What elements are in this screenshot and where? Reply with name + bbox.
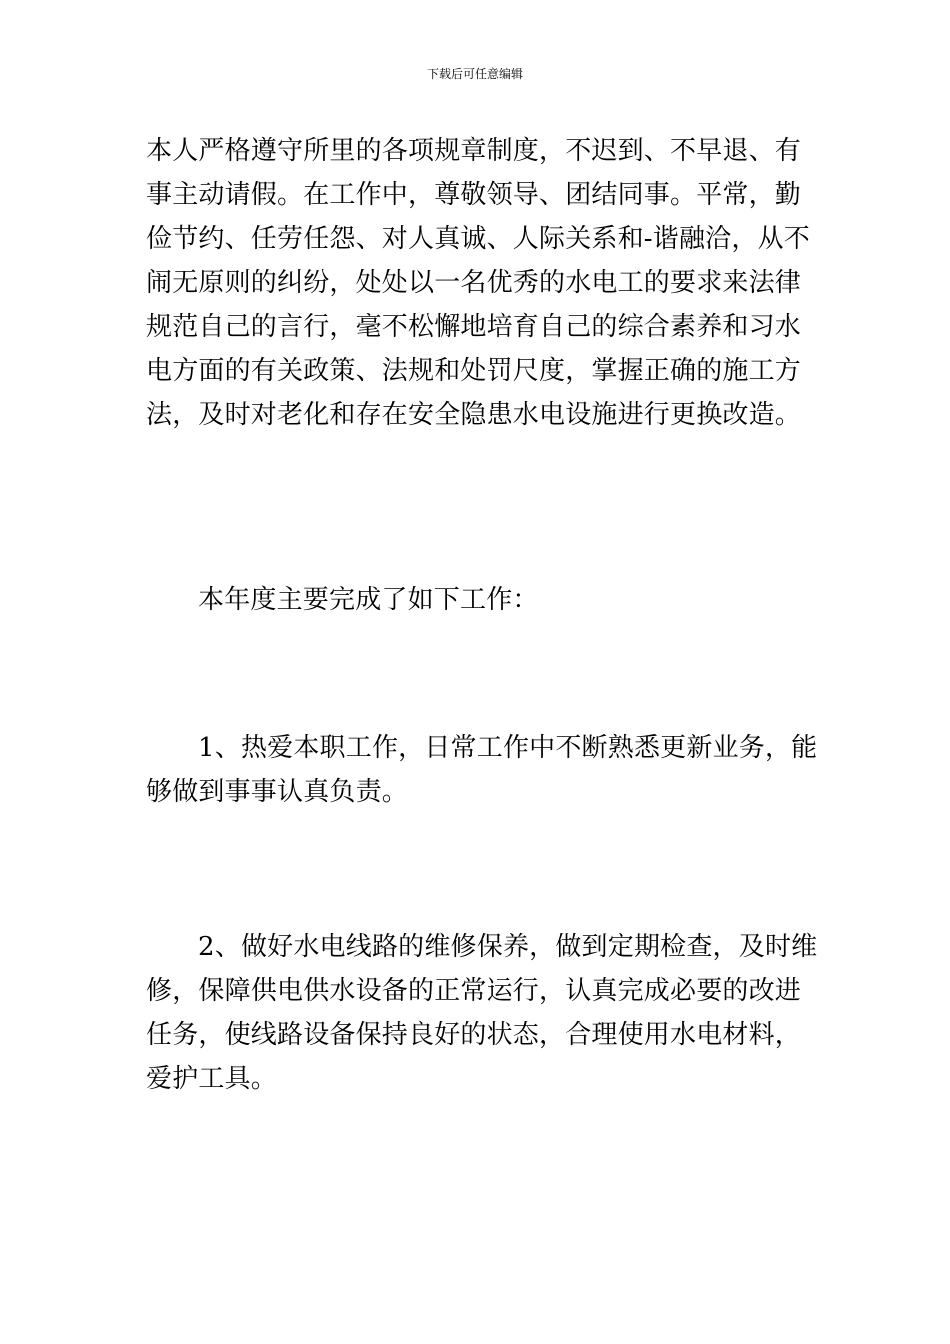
paragraph-line: 爱护工具。 (146, 1064, 278, 1094)
paragraph-line: 本年度主要完成了如下工作： (198, 585, 539, 615)
paragraph-intro (146, 578, 806, 622)
paragraph-line: 闹无原则的纠纷，处处以一名优秀的水电工的要求来法律 (146, 268, 802, 298)
page-header-note: 下载后可任意编辑 (426, 67, 523, 81)
paragraph-conduct (146, 129, 810, 437)
paragraph-line: 俭节约、任劳任怨、对人真诚、人际关系和-谐融洽，从不 (146, 224, 810, 254)
paragraph-line: 够做到事事认真负责。 (146, 777, 409, 807)
paragraph-line: 事主动请假。在工作中，尊敬领导、团结同事。平常，勤 (146, 180, 802, 210)
paragraph-line: 法，及时对老化和存在安全隐患水电设施进行更换改造。 (146, 400, 802, 430)
paragraph-line: 修，保障供电供水设备的正常运行，认真完成必要的改进 (146, 976, 802, 1006)
paragraph-line: 规范自己的言行，毫不松懈地培育自己的综合素养和习水 (146, 312, 802, 342)
paragraph-line: 1、热爱本职工作，日常工作中不断熟悉更新业务，能 (198, 733, 818, 763)
paragraph-line: 本人严格遵守所里的各项规章制度，不迟到、不早退、有 (146, 136, 802, 166)
paragraph-item-1 (146, 726, 818, 814)
paragraph-line: 电方面的有关政策、法规和处罚尺度，掌握正确的施工方 (146, 356, 802, 386)
paragraph-item-2 (146, 925, 818, 1101)
paragraph-line: 2、做好水电线路的维修保养，做到定期检查，及时维 (198, 932, 818, 962)
paragraph-line: 任务，使线路设备保持良好的状态，合理使用水电材料， (146, 1020, 802, 1050)
